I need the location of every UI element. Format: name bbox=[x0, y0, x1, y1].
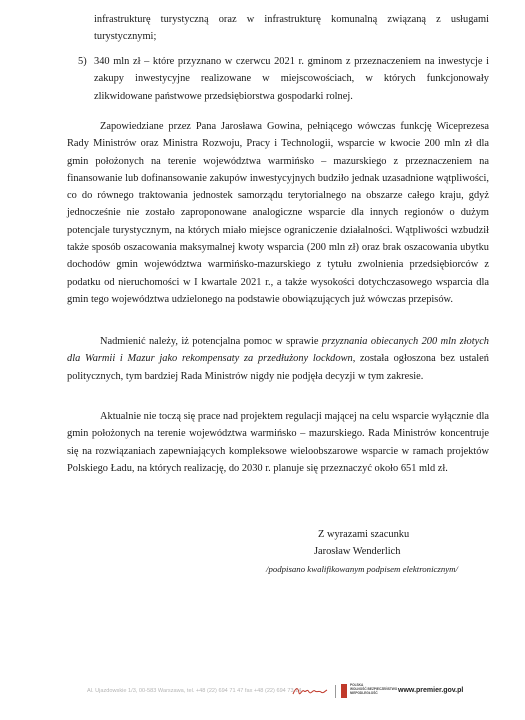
paragraph-text-part: Nadmienić należy, iż potencjalna pomoc w sprawie bbox=[100, 336, 322, 347]
logo-text bbox=[350, 684, 397, 696]
paragraph-text: Zapowiedziane przez Pana Jarosława Gowina, pełniącego wówczas funkcję Wiceprezesa Rady Ministrów oraz Ministra Rozwoju, Pracy i Technologii, wsparcie w kwocie 200 mln zł dla gmin położonych na terenie województwa warmińsko – mazurskiego z przeznaczeniem na finansowanie lub dofinansowanie zakupów inwestycyjnych budziło jednak uzasadnione wątpliwości, co do równego traktowania jednostek samorządu terytorialnego na obszarze całego kraju, gdyż jednocześnie nie zostało zaproponowane analogiczne wsparcie dla innych regionów o dużym potencjale turystycznym, na których miało miejsce ograniczenie działalności. Wątpliwości wzbudził także sposób oszacowania maksymalnej kwoty wsparcia (200 mln zł) oraz brak oszacowania ubytku dochodów gmin województwa warmińsko-mazurskiego z tytułu zwolnienia przedsiębiorców z podatku od nieruchomości w I kwartale 2021 r., a także wysokości dotychczasowego wsparcia dla gmin tego województwa udzielonego na podstawie obowiązujących już wówczas przepisów. bbox=[67, 121, 489, 305]
government-logo bbox=[341, 683, 398, 699]
list-item-text: infrastrukturę turystyczną oraz w infrastrukturę komunalną związaną z usługami turystycznymi; bbox=[94, 14, 489, 43]
logo-text-line: NIEPODLEGŁOŚĆ bbox=[350, 690, 378, 695]
footer-website-link[interactable]: www.premier.gov.pl bbox=[398, 687, 464, 694]
paragraph-text: Aktualnie nie toczą się prace nad projektem regulacji mającej na celu wsparcie wyłącznie dla gmin położonych na terenie województwa warmińsko – mazurskiego. Rada Ministrów koncentruje się na rozwiązaniach zapewniających kompleksowe wieloobszarowe wsparcie w ramach projektów Polskiego Ładu, na których realizację, do 2030 r. planuje się przeznaczyć około 651 mld zł. bbox=[67, 411, 489, 474]
signature-note: /podpisano kwalifikowanym podpisem elektronicznym/ bbox=[266, 564, 458, 574]
list-item-4-continuation bbox=[94, 11, 489, 46]
logo-text-line: POLSKA bbox=[350, 683, 364, 687]
handwritten-signature-icon bbox=[291, 684, 329, 698]
paragraph-2 bbox=[67, 333, 489, 385]
closing-line: Z wyrazami szacunku bbox=[318, 529, 410, 540]
list-item-text: 340 mln zł – które przyznano w czerwcu 2021 r. gminom z przeznaczeniem na inwestycje i zakupy inwestycyjne realizowane w miejscowościach, w których funkcjonowały zlikwidowane państwowe przedsiębiorstwa gospodarki rolnej. bbox=[94, 56, 489, 102]
footer-divider bbox=[335, 685, 336, 698]
list-number: 5) bbox=[78, 56, 87, 67]
logo-text-line: WOLNOŚĆ BEZPIECZEŃSTWO bbox=[350, 686, 398, 691]
paragraph-1 bbox=[67, 118, 489, 308]
emblem-icon bbox=[341, 684, 347, 698]
paragraph-text bbox=[67, 333, 489, 385]
paragraph-text-part: , została ogłoszona bez ustaleń politycznych, tym bardziej Rada Ministrów nigdy nie podjęła decyzji w tym zakresie. bbox=[67, 353, 489, 382]
footer-address: Al. Ujazdowskie 1/3, 00-583 Warszawa, tel. +48 (22) 694 71 47 fax +48 (22) 694 73 14 bbox=[87, 688, 302, 694]
page-footer bbox=[0, 683, 525, 703]
paragraph-3 bbox=[67, 408, 489, 477]
paragraph-italic-text: przyznania obiecanych 200 mln złotych dla Warmii i Mazur jako rekompensaty za przedłużony lockdown bbox=[67, 336, 489, 365]
signer-name: Jarosław Wenderlich bbox=[314, 546, 401, 557]
